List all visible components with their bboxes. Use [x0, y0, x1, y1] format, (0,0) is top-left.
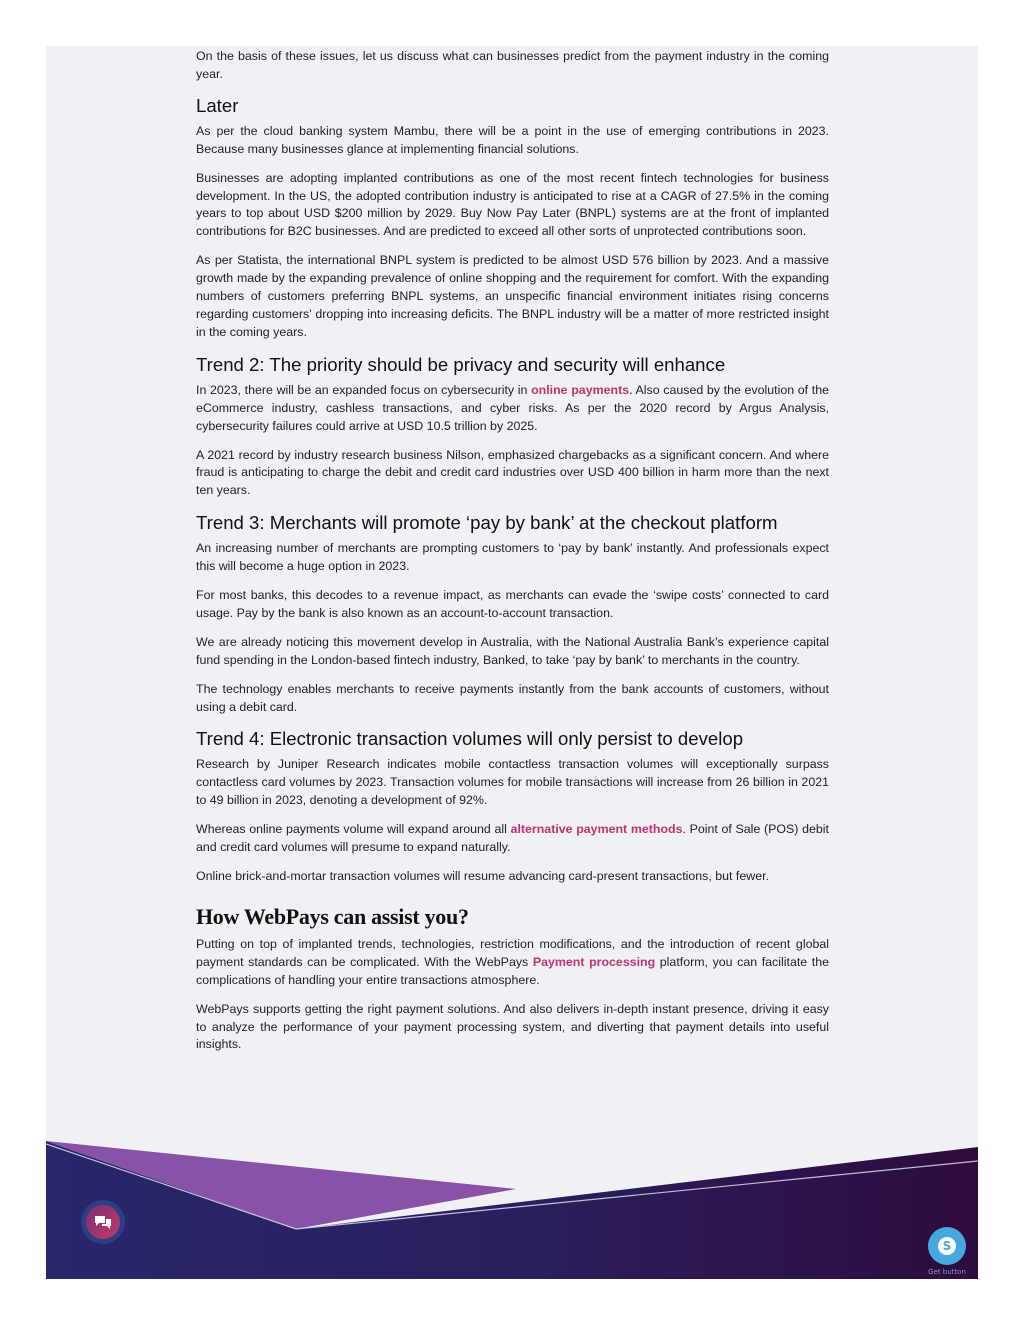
paragraph: An increasing number of merchants are prompting customers to ‘pay by bank’ instantly. And professionals expect this will become a huge option in 2023. [196, 541, 829, 574]
online-payments-link[interactable]: online payments [531, 382, 630, 397]
chat-button[interactable] [81, 1200, 125, 1244]
skype-button[interactable] [928, 1227, 966, 1265]
alternative-payment-methods-link[interactable]: alternative payment methods [510, 822, 683, 837]
paragraph: As per the cloud banking system Mambu, there will be a point in the use of emerging contributions in 2023. Because many businesses glance at implementing financial solutions. [196, 123, 829, 156]
paragraph: The technology enables merchants to receive payments instantly from the bank accounts of customers, without using a debit card. [196, 681, 829, 714]
get-button-label: Get button [928, 1268, 966, 1276]
paragraph: We are already noticing this movement develop in Australia, with the National Australia Bank’s experience capital fund spending in the London-based fintech industry, Banked, to take ‘pay by bank’ to merchants in the country. [196, 634, 829, 667]
intro-paragraph: On the basis of these issues, let us discuss what can businesses predict from the payment industry in the coming year. [196, 49, 829, 81]
paragraph: Online brick-and-mortar transaction volumes will resume advancing card-present transactions, but fewer. [196, 869, 769, 883]
paragraph: Businesses are adopting implanted contributions as one of the most recent fintech technologies for business development. In the US, the adopted contribution industry is anticipated to rise at a CAGR of 27.5% in the coming years to top about USD $200 million by 2029. Buy Now Pay Later (BNPL) systems are at the front of implanted contributions for B2C businesses. And are predicted to exceed all other sorts of unprotected contributions soon. [196, 170, 829, 239]
section-heading-trend-3: Trend 3: Merchants will promote ‘pay by bank’ at the checkout platform [196, 512, 778, 534]
paragraph: Whereas online payments volume will expand around all alternative payment methods. Point of Sale (POS) debit and credit card volumes will presume to expand naturally. [196, 822, 829, 855]
skype-icon: S [938, 1237, 956, 1255]
article-content [196, 46, 829, 1065]
paragraph: In 2023, there will be an expanded focus on cybersecurity in online payments. Also caused by the evolution of the eCommerce industry, cashless transactions, and cyber risks. As per the 2020 record by Argus Analysis, cybersecurity failures could arrive at USD 10.5 trillion by 2025. [196, 382, 830, 433]
footer-wave-banner [46, 1141, 978, 1279]
section-heading-trend-4: Trend 4: Electronic transaction volumes will only persist to develop [196, 728, 744, 750]
section-heading-later: Later [196, 94, 239, 116]
chat-bubbles-icon [94, 1214, 112, 1230]
section-heading-webpays: How WebPays can assist you? [196, 903, 469, 929]
document-page [46, 46, 978, 1279]
paragraph: Research by Juniper Research indicates mobile contactless transaction volumes will exceptionally surpass contactless card volumes by 2023. Transaction volumes for mobile transactions will increase from 26 billion in 2021 to 49 billion in 2023, denoting a development of 92%. [196, 757, 829, 808]
section-heading-trend-2: Trend 2: The priority should be privacy and security will enhance [196, 353, 726, 375]
paragraph: WebPays supports getting the right payment solutions. And also delivers in-depth instant presence, driving it easy to analyze the performance of your payment processing system, and diverting that payment details into useful insights. [196, 1001, 829, 1052]
paragraph: Putting on top of implanted trends, technologies, restriction modifications, and the introduction of recent global payment standards can be complicated. With the WebPays Payment processing platform, you can facilitate the complications of handling your entire transactions atmosphere. [196, 936, 829, 987]
payment-processing-link[interactable]: Payment processing [532, 954, 656, 969]
paragraph: For most banks, this decodes to a revenue impact, as merchants can evade the ‘swipe costs’ connected to card usage. Pay by the bank is also known as an account-to-account transaction. [196, 588, 829, 620]
paragraph: A 2021 record by industry research business Nilson, emphasized chargebacks as a significant concern. And where fraud is anticipating to charge the debit and credit card industries over USD 400 billion in harm more than the next ten years. [196, 447, 829, 498]
paragraph: As per Statista, the international BNPL system is predicted to be almost USD 576 billion by 2023. And a massive growth made by the expanding prevalence of online shopping and the requirement for comfort. With the expanding numbers of customers preferring BNPL systems, an unspecific financial environment initiates rising concerns regarding customers' dropping into increasing deficits. The BNPL industry will be a matter of more restricted insight in the coming years. [196, 253, 829, 339]
